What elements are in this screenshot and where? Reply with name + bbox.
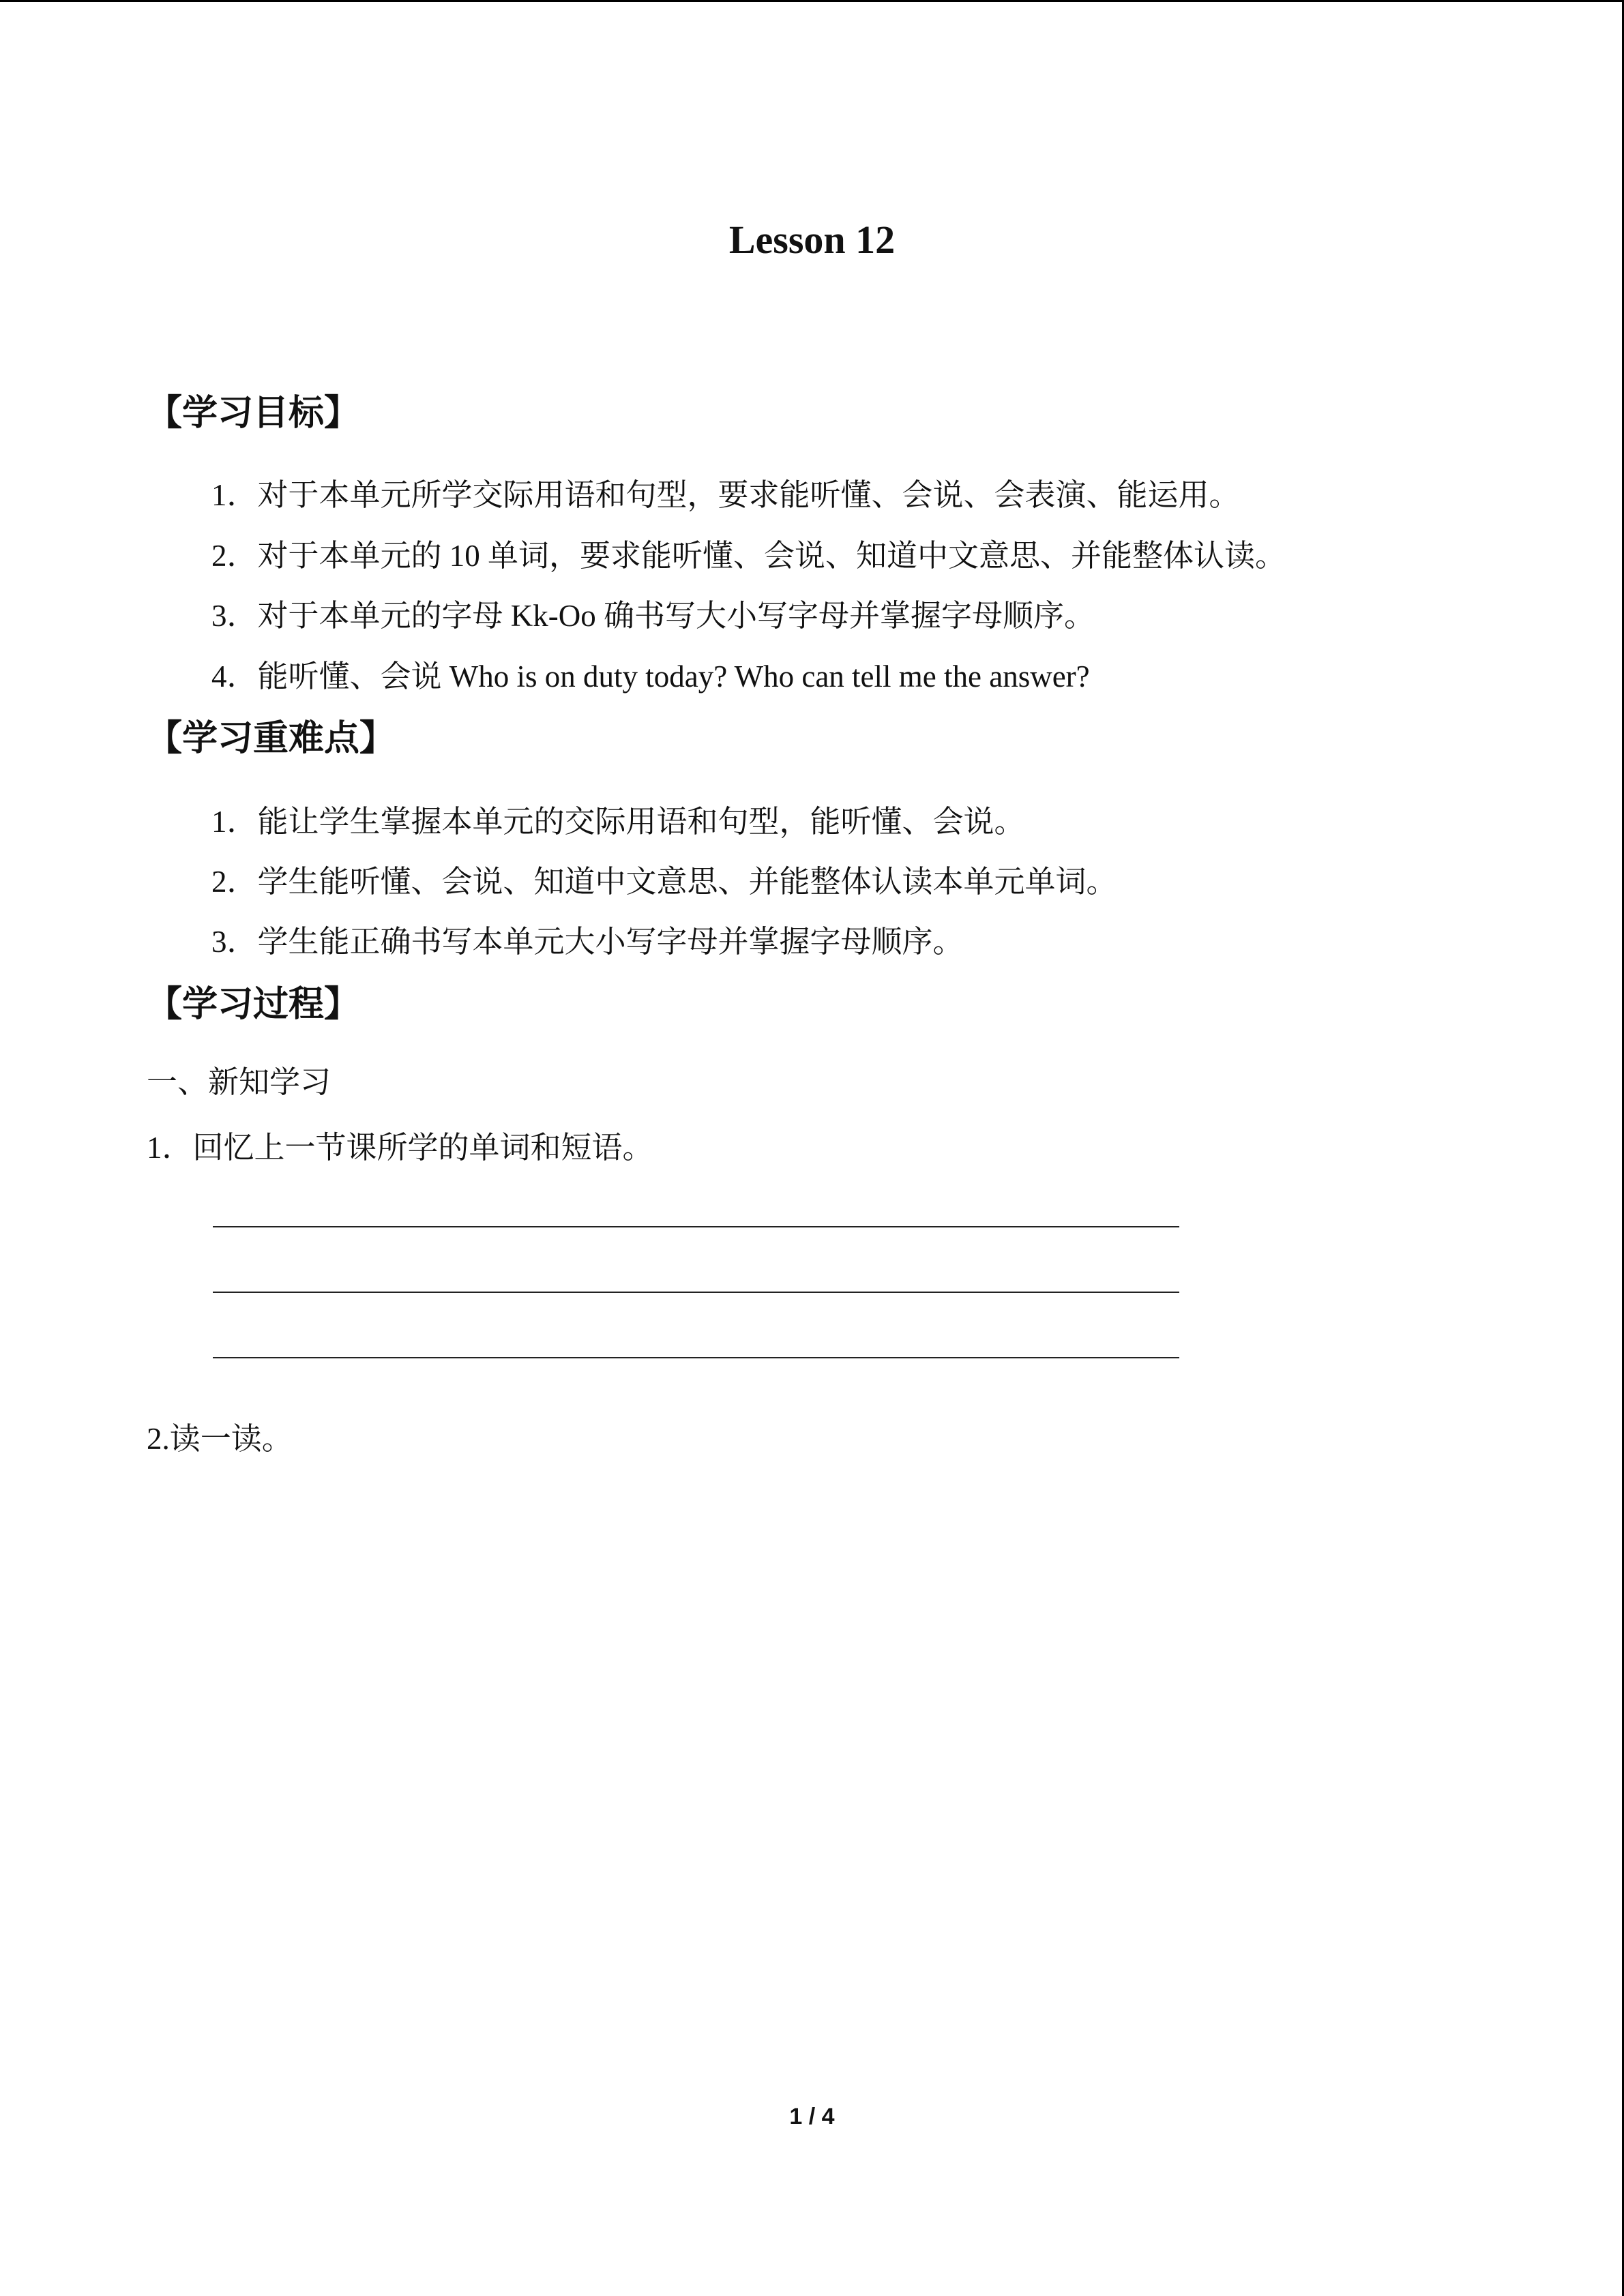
objectives-heading: 【学习目标】 [147,394,360,433]
page-number: 1 / 4 [789,2104,835,2130]
process-heading: 【学习过程】 [147,985,360,1024]
key-point-item: 2．学生能听懂、会说、知道中文意思、并能整体认读本单元单词。 [211,865,1117,899]
key-point-item: 1．能让学生掌握本单元的交际用语和句型，能听懂、会说。 [211,805,1025,839]
key-point-item: 3．学生能正确书写本单元大小写字母并掌握字母顺序。 [211,925,964,959]
objective-item: 1．对于本单元所学交际用语和句型，要求能听懂、会说、会表演、能运用。 [211,478,1240,512]
task-1-prompt: 1．回忆上一节课所学的单词和短语。 [147,1131,653,1165]
answer-blank-line[interactable] [213,1226,1179,1227]
subsection-heading: 一、新知学习 [147,1065,331,1099]
objective-item: 4．能听懂、会说 Who is on duty today? Who can tell me the answer? [211,659,1090,694]
objective-item: 2．对于本单元的 10 单词，要求能听懂、会说、知道中文意思、并能整体认读。 [211,539,1286,573]
page-title: Lesson 12 [728,218,896,262]
task-2-prompt: 2.读一读。 [147,1422,293,1456]
key-points-heading: 【学习重难点】 [147,719,396,758]
page-top-border [0,0,1624,2]
answer-blank-line[interactable] [213,1357,1179,1358]
answer-blank-line[interactable] [213,1292,1179,1293]
objective-item: 3．对于本单元的字母 Kk-Oo 确书写大小写字母并掌握字母顺序。 [211,599,1095,633]
